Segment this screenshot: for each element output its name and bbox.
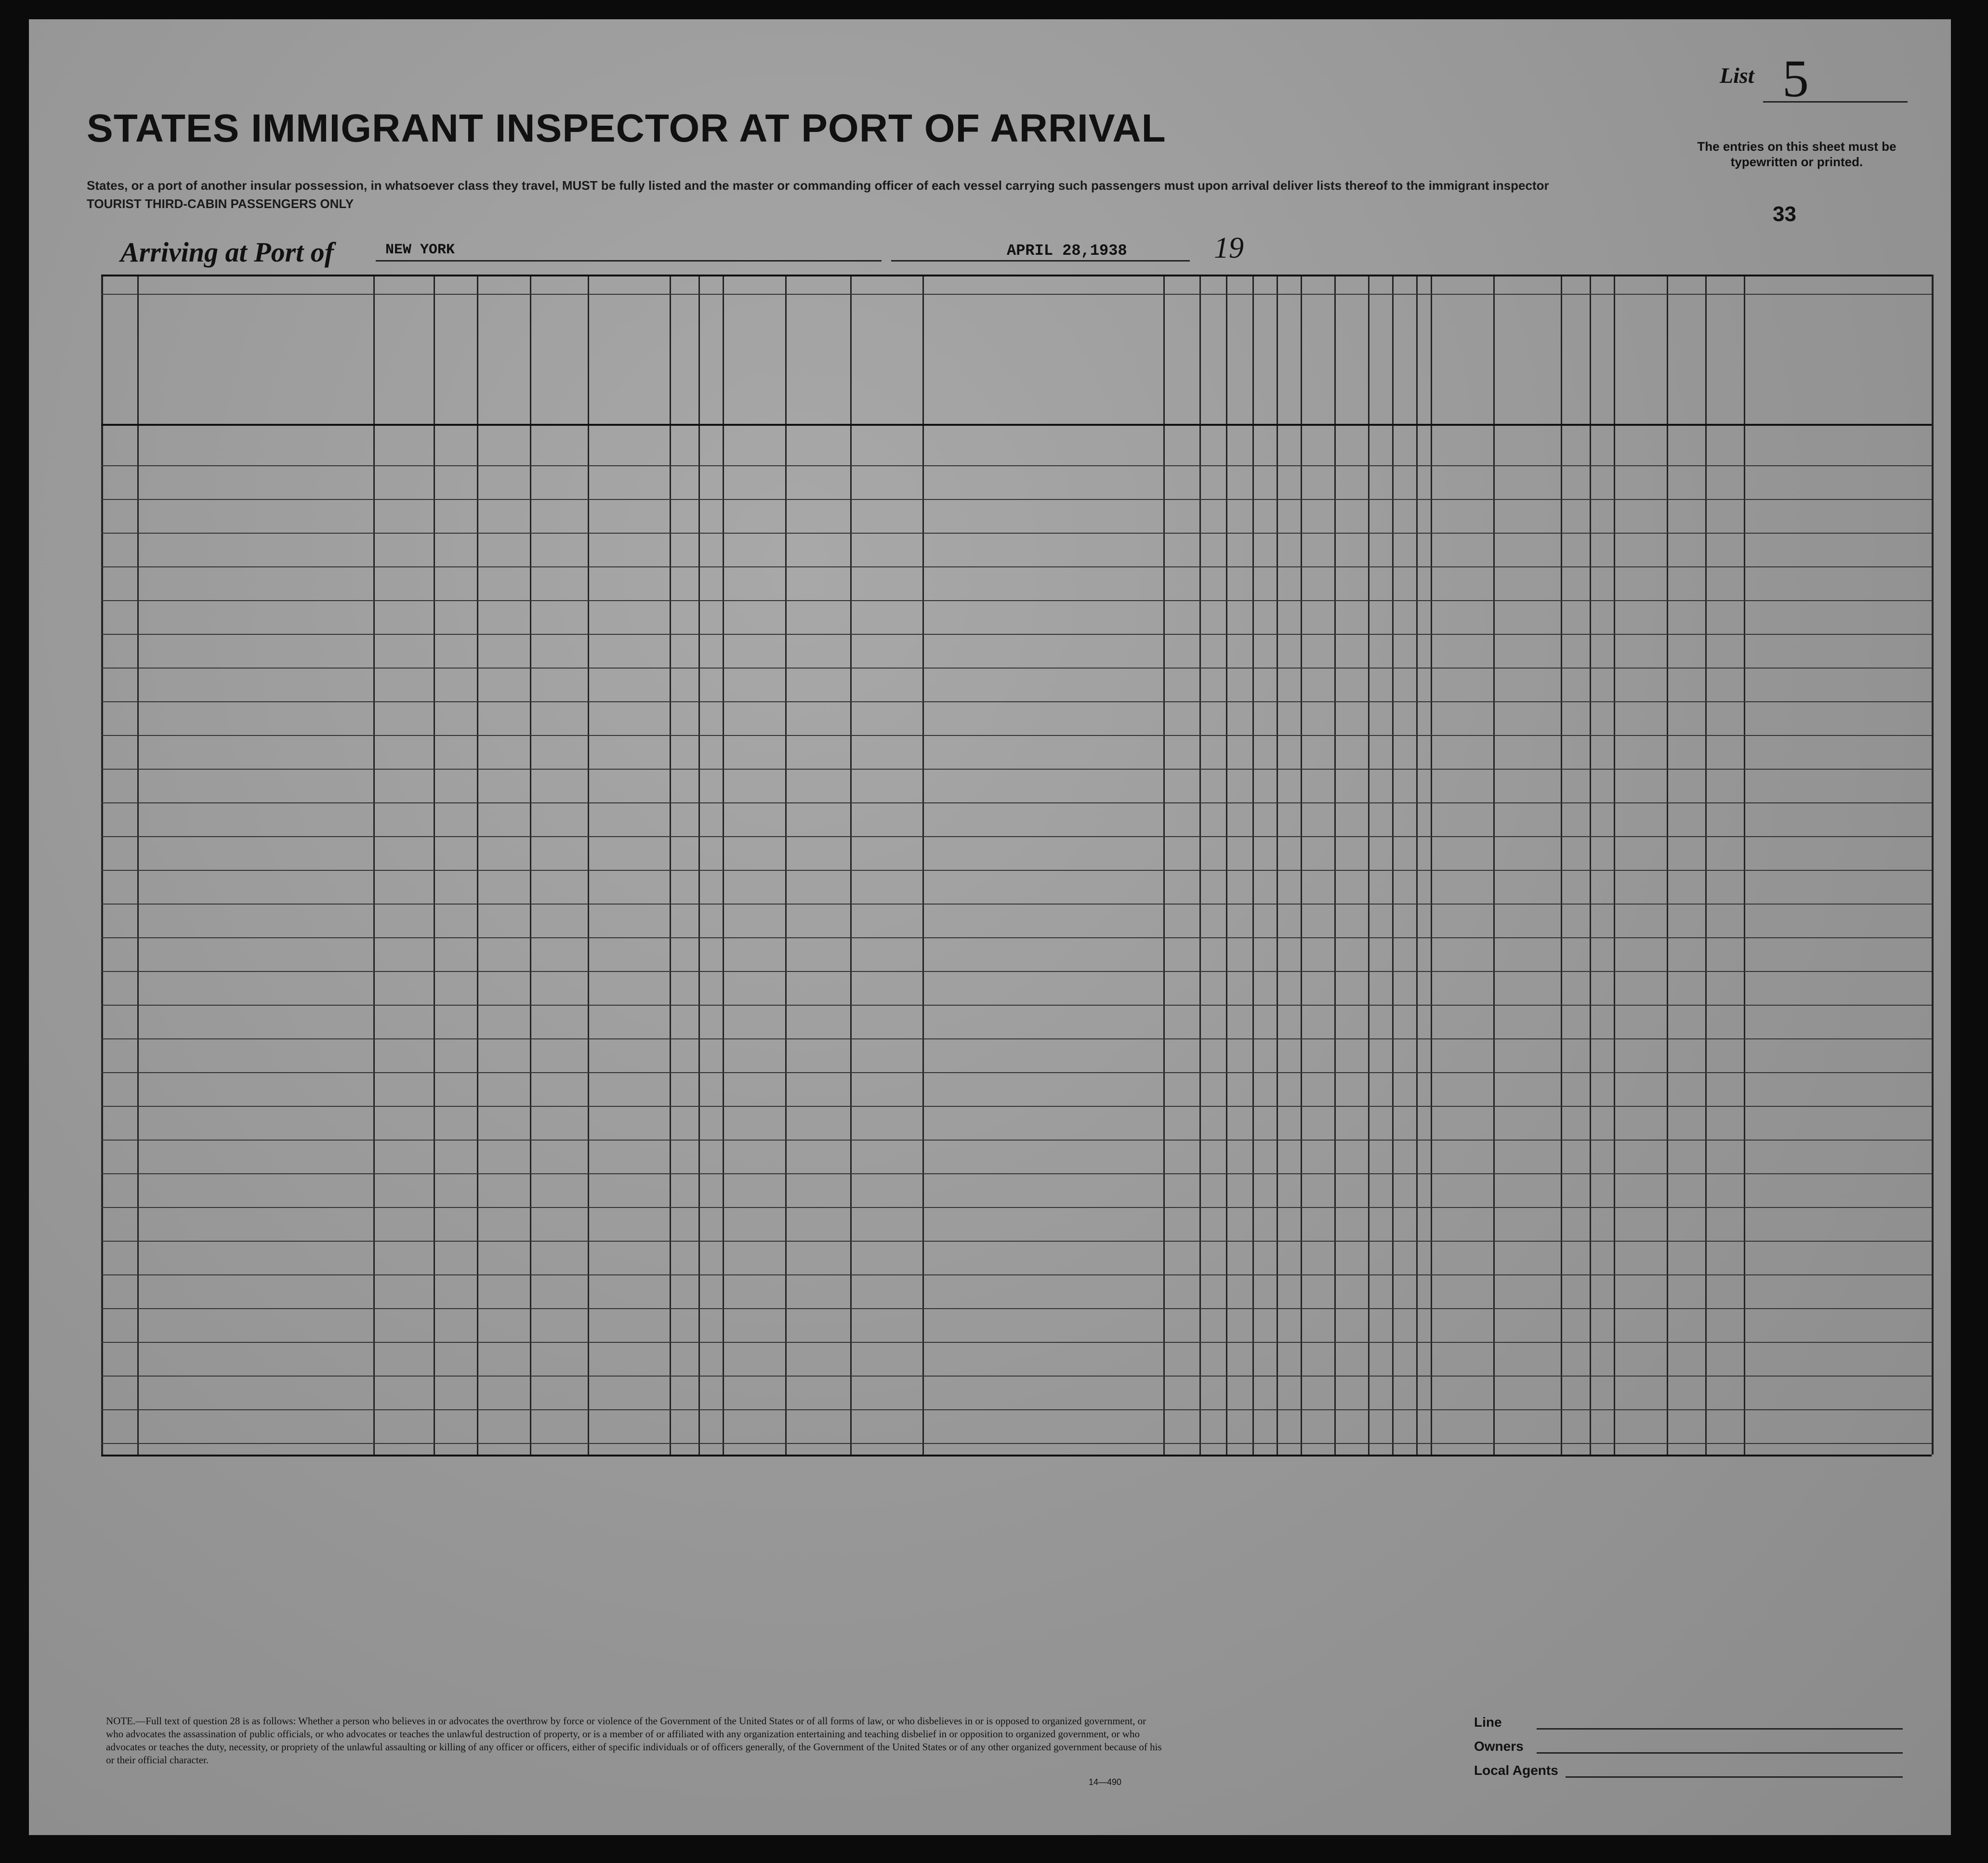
row-rule bbox=[101, 769, 1932, 770]
column-rule bbox=[1163, 275, 1165, 1455]
column-rule bbox=[1431, 275, 1432, 1455]
row-rule bbox=[101, 465, 1932, 466]
column-number-rule bbox=[101, 294, 1932, 295]
manifest-table bbox=[101, 275, 1932, 1739]
row-rule bbox=[101, 634, 1932, 635]
column-rule bbox=[850, 275, 852, 1455]
column-rule bbox=[1932, 275, 1934, 1455]
row-rule bbox=[101, 566, 1932, 567]
column-rule bbox=[1493, 275, 1495, 1455]
column-rule bbox=[1277, 275, 1278, 1455]
column-rule bbox=[1590, 275, 1591, 1455]
column-rule bbox=[1705, 275, 1707, 1455]
document-title: STATES IMMIGRANT INSPECTOR AT PORT OF ARRIVAL bbox=[87, 106, 1166, 150]
row-rule bbox=[101, 802, 1932, 803]
column-rule bbox=[1301, 275, 1302, 1455]
row-rule bbox=[101, 1241, 1932, 1242]
row-rule bbox=[101, 1342, 1932, 1343]
column-rule bbox=[530, 275, 531, 1455]
row-rule bbox=[101, 1274, 1932, 1275]
column-rule bbox=[1744, 275, 1745, 1455]
row-rule bbox=[101, 937, 1932, 938]
row-rule bbox=[101, 1308, 1932, 1309]
line-label: Line bbox=[1474, 1715, 1502, 1730]
row-rule bbox=[101, 1038, 1932, 1039]
row-rule bbox=[101, 1106, 1932, 1107]
row-rule bbox=[101, 971, 1932, 972]
arriving-label: Arriving at Port of bbox=[120, 236, 334, 268]
column-rule bbox=[373, 275, 375, 1455]
column-rule bbox=[588, 275, 589, 1455]
column-rule bbox=[670, 275, 671, 1455]
date-underline bbox=[891, 260, 1190, 262]
header-polygamist bbox=[1254, 303, 1275, 419]
row-rule bbox=[101, 1409, 1932, 1410]
column-rule bbox=[1614, 275, 1615, 1455]
owners-field[interactable] bbox=[1537, 1752, 1903, 1754]
table-bottom-rule bbox=[101, 1455, 1932, 1456]
row-rule bbox=[101, 735, 1932, 736]
column-rule bbox=[785, 275, 787, 1455]
header-top-rule bbox=[101, 275, 1932, 276]
column-rule bbox=[922, 275, 924, 1455]
port-underline bbox=[376, 260, 882, 262]
port-value: NEW YORK bbox=[385, 242, 455, 258]
row-rule bbox=[101, 1072, 1932, 1073]
year-suffix: 19 bbox=[1214, 232, 1244, 264]
entries-note: The entries on this sheet must be typewritten or printed. bbox=[1697, 139, 1896, 169]
column-rule bbox=[477, 275, 478, 1455]
arrival-date: APRIL 28,1938 bbox=[1007, 242, 1127, 260]
column-rule bbox=[1334, 275, 1336, 1455]
column-rule bbox=[1416, 275, 1418, 1455]
manifest-sheet bbox=[29, 19, 1951, 1835]
question-28-note: NOTE.—Full text of question 28 is as follows: Whether a person who believes in or advocates the overthrow by force or violence of the Government of the United States or of all forms of law, or who disbelieves in or is opposed to organized government, or who advocates the assassination of public officials, or who advocates or teaches the unlawful destruction of property, or is a member of or affiliated with any organization entertaining and teaching disbelief in or opposition to organized government, or who advocates or teaches the duty, necessity, or propriety of the unlawful assaulting or killing of any officer or officers, either of specific individuals or of officers generally, of the Government of the United States or of any other organized government because of his or their official character. bbox=[106, 1715, 1162, 1766]
column-rule bbox=[101, 275, 103, 1455]
row-rule bbox=[101, 499, 1932, 500]
row-rule bbox=[101, 533, 1932, 534]
header-money bbox=[671, 303, 697, 419]
row-rule bbox=[101, 1140, 1932, 1141]
row-rule bbox=[101, 1005, 1932, 1006]
row-rule bbox=[101, 836, 1932, 837]
agents-field[interactable] bbox=[1566, 1776, 1903, 1778]
row-rule bbox=[101, 1376, 1932, 1377]
row-rule bbox=[101, 870, 1932, 871]
column-rule bbox=[698, 275, 700, 1455]
column-rule bbox=[434, 275, 435, 1455]
row-rule bbox=[101, 600, 1932, 601]
row-rule bbox=[101, 701, 1932, 702]
row-rule bbox=[101, 1443, 1932, 1444]
column-rule bbox=[1226, 275, 1227, 1455]
column-rule bbox=[723, 275, 724, 1455]
page-number: 33 bbox=[1773, 202, 1796, 226]
column-rule bbox=[1199, 275, 1201, 1455]
list-label: List bbox=[1720, 63, 1754, 88]
passenger-class-line: TOURIST THIRD-CABIN PASSENGERS ONLY bbox=[87, 197, 354, 211]
column-rule bbox=[1368, 275, 1369, 1455]
column-rule bbox=[137, 275, 139, 1455]
row-rule bbox=[101, 904, 1932, 905]
instruction-line: States, or a port of another insular possession, in whatsoever class they travel, MUST be fully listed and the master or commanding officer of each vessel carrying such passengers must upon arrival deliver lists thereof to the immigrant inspector bbox=[87, 178, 1549, 193]
form-code: 14—490 bbox=[1089, 1777, 1122, 1787]
row-rule bbox=[101, 1207, 1932, 1208]
column-rule bbox=[1252, 275, 1254, 1455]
header-anarchist bbox=[1278, 303, 1299, 419]
row-rule bbox=[101, 668, 1932, 669]
column-rule bbox=[1667, 275, 1668, 1455]
row-rule bbox=[101, 1173, 1932, 1174]
header-bottom-rule bbox=[101, 424, 1932, 426]
column-rule bbox=[1561, 275, 1562, 1455]
header-ticket bbox=[532, 303, 586, 419]
list-number: 5 bbox=[1782, 49, 1809, 108]
owners-label: Owners bbox=[1474, 1739, 1524, 1754]
agents-label: Local Agents bbox=[1474, 1763, 1558, 1778]
column-rule bbox=[1392, 275, 1394, 1455]
line-field[interactable] bbox=[1537, 1728, 1903, 1730]
